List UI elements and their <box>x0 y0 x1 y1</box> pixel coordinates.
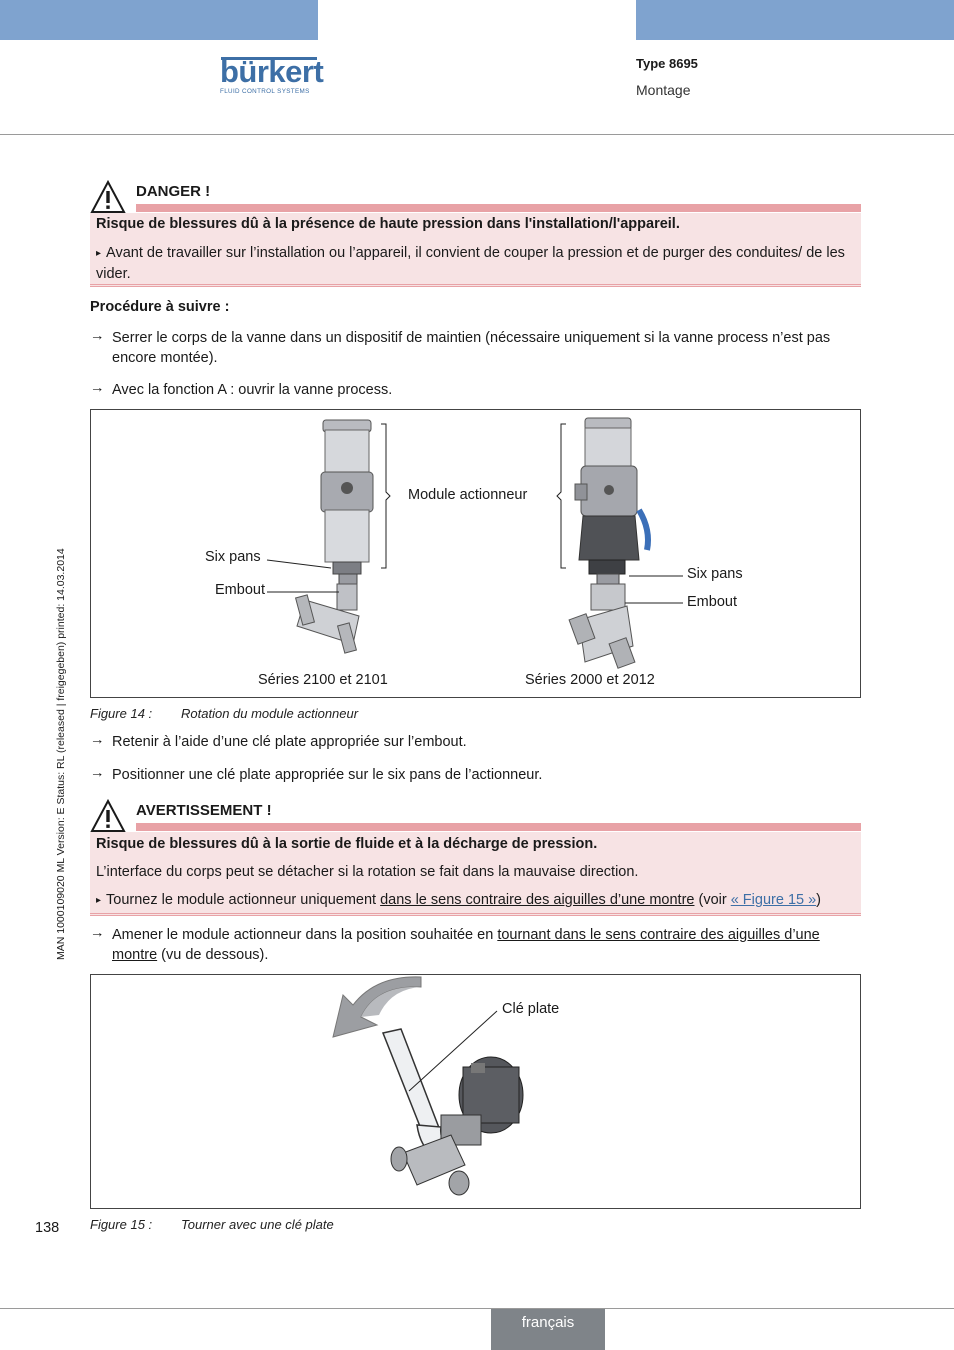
warning-bullet-end: ) <box>816 892 822 908</box>
arrow-icon: → <box>90 732 105 748</box>
warning-band <box>136 823 861 831</box>
step-1 <box>90 328 861 368</box>
valve-2100-illustration <box>296 420 373 653</box>
step-1-text: Serrer le corps de la vanne dans un dispositif de maintien (nécessaire uniquement si la vanne process n’est pas encore montée). <box>112 330 831 366</box>
step-5-post: (vu de dessous). <box>157 947 269 963</box>
logo-word: bürkert <box>220 54 324 89</box>
warning-triangle-icon <box>90 799 126 833</box>
figure-14-number: Figure 14 : <box>90 706 153 721</box>
danger-box <box>90 213 861 287</box>
label-six-pans-right: Six pans <box>687 566 743 582</box>
warning-title: AVERTISSEMENT ! <box>136 802 272 819</box>
arrow-icon: → <box>90 380 105 396</box>
figure-15-caption <box>90 1217 334 1232</box>
arrow-icon: → <box>90 765 105 781</box>
step-2 <box>90 380 861 400</box>
figure-15-title: Tourner avec une clé plate <box>181 1217 334 1232</box>
danger-title: DANGER ! <box>136 183 211 200</box>
header-band-left <box>0 0 318 40</box>
figure-15 <box>90 974 861 1209</box>
warning-header <box>90 799 861 835</box>
procedure-title: Procédure à suivre : <box>90 299 230 315</box>
step-3 <box>90 732 861 752</box>
rotation-arrow-illustration <box>333 977 421 1037</box>
step-4 <box>90 765 861 785</box>
figure-15-number: Figure 15 : <box>90 1217 153 1232</box>
danger-band <box>136 204 861 212</box>
warning-bullet-underlined: dans le sens contraire des aiguilles d’une montre <box>380 892 695 908</box>
danger-bullet-text: Avant de travailler sur l’installation ou l’appareil, il convient de couper la pression et de purger des conduites/ de les vider. <box>96 245 845 282</box>
step-5-pre: Amener le module actionneur dans la position souhaitée en <box>112 927 498 943</box>
danger-bullet <box>96 243 852 284</box>
company-logo <box>220 54 324 95</box>
danger-header <box>90 180 861 216</box>
figure-14 <box>90 409 861 698</box>
label-six-pans-left: Six pans <box>205 549 261 565</box>
label-series-2000: Séries 2000 et 2012 <box>525 672 655 688</box>
label-embout-right: Embout <box>687 594 737 610</box>
warning-bullet-mid: (voir <box>694 892 731 908</box>
label-module-actionneur: Module actionneur <box>408 487 528 503</box>
language-tab: français <box>491 1309 605 1350</box>
danger-heading: Risque de blessures dû à la présence de haute pression dans l'installation/l'appareil. <box>96 216 680 232</box>
label-series-2100: Séries 2100 et 2101 <box>258 672 388 688</box>
header-rule <box>0 134 954 135</box>
step-5-text <box>112 925 861 965</box>
step-5 <box>90 925 861 965</box>
arrow-icon: → <box>90 925 105 941</box>
figure-14-title: Rotation du module actionneur <box>181 706 359 721</box>
figure-14-caption <box>90 706 358 721</box>
label-embout-left: Embout <box>215 582 265 598</box>
logo-subtitle: FLUID CONTROL SYSTEMS <box>220 88 310 95</box>
warning-box <box>90 832 861 916</box>
step-4-text: Positionner une clé plate appropriée sur le six pans de l’actionneur. <box>112 767 543 783</box>
figure-15-link[interactable]: « Figure 15 » <box>730 892 817 908</box>
page-number: 138 <box>35 1220 60 1236</box>
warning-text: L’interface du corps peut se détacher si la rotation se fait dans la mauvaise direction. <box>96 864 639 880</box>
bullet-triangle-icon: ▸ <box>96 248 102 259</box>
warning-triangle-icon <box>90 180 126 214</box>
step-3-text: Retenir à l’aide d’une clé plate appropriée sur l’embout. <box>112 734 467 750</box>
step-2-text: Avec la fonction A : ouvrir la vanne process. <box>112 382 393 398</box>
document-type: Type 8695 <box>636 56 698 71</box>
warning-bullet-text: Tournez le module actionneur uniquement <box>106 892 381 908</box>
step-5-underlined: tournant dans le sens contraire des aiguilles d’une montre <box>112 927 820 963</box>
side-print-info: MAN 1000109020 ML Version: E Status: RL (released | freigegeben) printed: 14.03.2014 <box>55 548 67 960</box>
figure-15-drawing <box>91 975 860 1208</box>
warning-bullet <box>96 892 821 908</box>
valve-2000-illustration <box>569 418 648 668</box>
label-cle-plate: Clé plate <box>502 1001 560 1017</box>
arrow-icon: → <box>90 328 105 344</box>
footer-rule <box>0 1308 954 1309</box>
bullet-triangle-icon: ▸ <box>96 895 102 906</box>
warning-heading: Risque de blessures dû à la sortie de fluide et à la décharge de pression. <box>96 836 598 852</box>
document-section: Montage <box>636 82 691 98</box>
header-band-right <box>636 0 954 40</box>
